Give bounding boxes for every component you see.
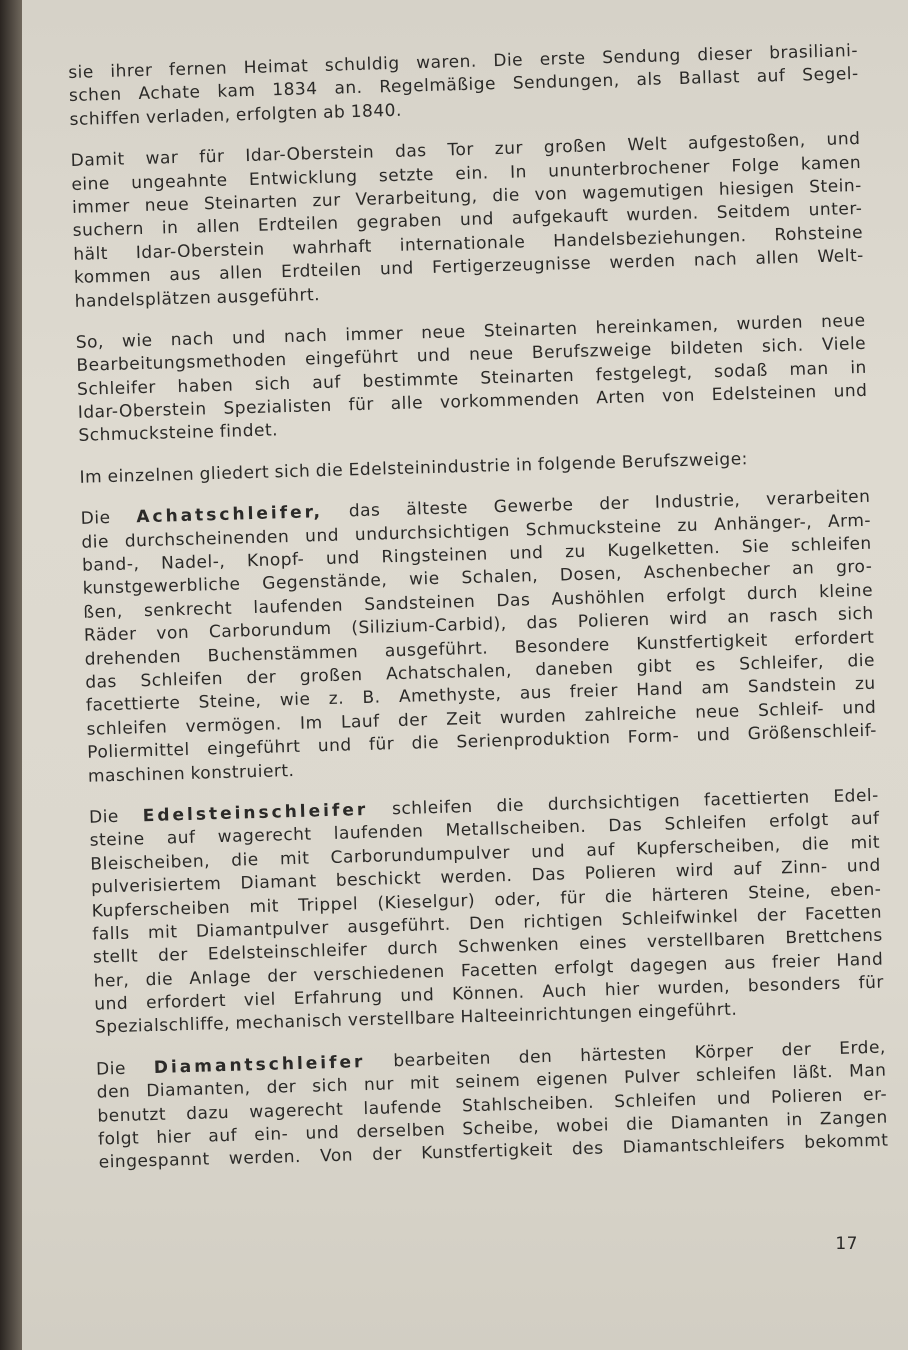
text-line: schiffen verladen, erfolgten ab 1840. xyxy=(69,100,403,130)
text-line: falls mit Diamantpulver ausgeführt. Den richtigen Schleifwinkel der Facetten xyxy=(92,902,883,945)
emphasized-term: Edelsteinschleifer xyxy=(142,799,369,827)
text-line: sie ihrer fernen Heimat schuldig waren. Die erste Sendung dieser brasiliani- xyxy=(68,40,859,83)
text-line: eingespannt werden. Von der Kunstfertigkeit des Diamantschleifers bekommt xyxy=(98,1130,889,1173)
text-line: schen Achate kam 1834 an. Regelmäßige Sendungen, als Ballast auf Segel- xyxy=(68,64,859,107)
text-line: Die Achatschleifer, das älteste Gewerbe der Industrie, verarbeiten xyxy=(80,487,871,530)
text-line: Kupferscheiben mit Trippel (Kieselgur) oder, für die härteren Steine, eben- xyxy=(91,879,882,922)
emphasized-term: Diamantschleifer xyxy=(153,1051,366,1078)
paragraph xyxy=(76,310,869,449)
paragraph xyxy=(89,785,885,1041)
text-line: die durchscheinenden und undurchsichtigen Schmucksteine zu Anhänger-, Arm- xyxy=(81,510,872,553)
text-line: maschinen konstruiert. xyxy=(87,760,295,787)
text-line: facettierte Steine, wie z. B. Amethyste, aus freier Hand am Sandstein zu xyxy=(85,674,876,717)
text-line: Schleifer haben sich auf bestimmte Steinarten festgelegt, sodaß man in xyxy=(76,357,868,400)
text-line: den Diamanten, der sich nur mit seinem eigenen Pulver schleifen läßt. Man xyxy=(96,1060,887,1103)
text-line: Idar-Oberstein Spezialisten für alle vorkommenden Arten von Edelsteinen und xyxy=(77,380,868,423)
text-line: ßen, senkrecht laufenden Sandsteinen Das Aushöhlen erfolgt durch kleine xyxy=(83,580,874,623)
book-page xyxy=(22,0,908,1350)
text-line: das Schleifen der großen Achatschalen, daneben gibt es Schleifer, die xyxy=(85,650,876,693)
text-line: folgt hier auf ein- und derselben Scheibe, wobei die Diamanten in Zangen xyxy=(97,1107,889,1150)
text-line: steine auf wagerecht laufenden Metallscheiben. Das Schleifen erfolgt auf xyxy=(89,808,880,852)
paragraph xyxy=(70,128,864,314)
body-text xyxy=(68,40,889,1193)
text-line: suchern in allen Erdteilen gegraben und aufgekauft wurden. Seitdem unter- xyxy=(72,199,863,242)
text-line: Im einzelnen gliedert sich die Edelsteinindustrie in folgende Berufszweige: xyxy=(79,449,749,488)
paragraph xyxy=(68,40,860,132)
text-line: So, wie nach und nach immer neue Steinarten hereinkamen, wurden neue xyxy=(75,310,866,353)
text-line: Poliermittel eingeführt und für die Serienproduktion Form- und Größenschleif- xyxy=(87,720,878,763)
text-line: kunstgewerbliche Gegenstände, wie Schalen, Dosen, Aschenbecher an gro- xyxy=(82,557,873,600)
page-number: 17 xyxy=(835,1234,858,1254)
paragraph xyxy=(79,445,869,490)
paragraph xyxy=(96,1036,889,1175)
text-line: hält Idar-Oberstein wahrhaft internationale Handelsbeziehungen. Rohsteine xyxy=(73,222,864,265)
text-line: stellt der Edelsteinschleifer durch Schwenken eines verstellbaren Brettchens xyxy=(92,925,883,968)
text-line: kommen aus allen Erdteilen und Fertigerzeugnisse werden nach allen Welt- xyxy=(73,245,865,289)
text-line: Damit war für Idar-Oberstein das Tor zur großen Welt aufgestoßen, und xyxy=(70,129,861,172)
text-line: benutzt dazu wagerecht laufende Stahlscheiben. Schleifen und Polieren er- xyxy=(97,1084,888,1127)
emphasized-term: Achatschleifer, xyxy=(136,502,324,528)
text-line: handelsplätzen ausgeführt. xyxy=(74,284,321,312)
text-line: Räder von Carborundum (Silizium-Carbid), das Polieren wird an rasch sich xyxy=(83,603,874,646)
text-line: her, die Anlage der verschiedenen Facetten erfolgt dagegen aus freier Hand xyxy=(93,949,884,992)
text-line: und erfordert viel Erfahrung und Können. Auch hier wurden, besonders für xyxy=(94,972,885,1015)
text-line: Spezialschliffe, mechanisch verstellbare Halteeinrichtungen eingeführt. xyxy=(94,1000,738,1039)
text-line: immer neue Steinarten zur Verarbeitung, die von wagemutigen hiesigen Stein- xyxy=(71,175,863,218)
paragraph xyxy=(80,486,878,789)
text-line: Schmucksteine findet. xyxy=(78,420,279,447)
text-line: Bearbeitungsmethoden eingeführt und neue Berufszweige bildeten sich. Viele xyxy=(76,334,867,377)
text-line: Die Edelsteinschleifer schleifen die durchsichtigen facettierten Edel- xyxy=(88,785,880,828)
text-line: drehenden Buchenstämmen ausgeführt. Besondere Kunstfertigkeit erfordert xyxy=(84,627,875,670)
text-line: Die Diamantschleifer bearbeiten den härtesten Körper der Erde, xyxy=(95,1037,887,1080)
text-line: eine ungeahnte Entwicklung setzte ein. In ununterbrochener Folge kamen xyxy=(71,152,862,195)
text-line: Bleischeiben, die mit Carborundumpulver und auf Kupferscheiben, die mit xyxy=(90,832,881,875)
text-line: band-, Nadel-, Knopf- und Ringsteinen und zu Kugelketten. Sie schleifen xyxy=(81,533,872,576)
text-line: pulverisiertem Diamant beschickt werden. Das Polieren wird auf Zinn- und xyxy=(90,855,882,898)
text-line: schleifen vermögen. Im Lauf der Zeit wurden zahlreiche neue Schleif- und xyxy=(86,697,877,740)
